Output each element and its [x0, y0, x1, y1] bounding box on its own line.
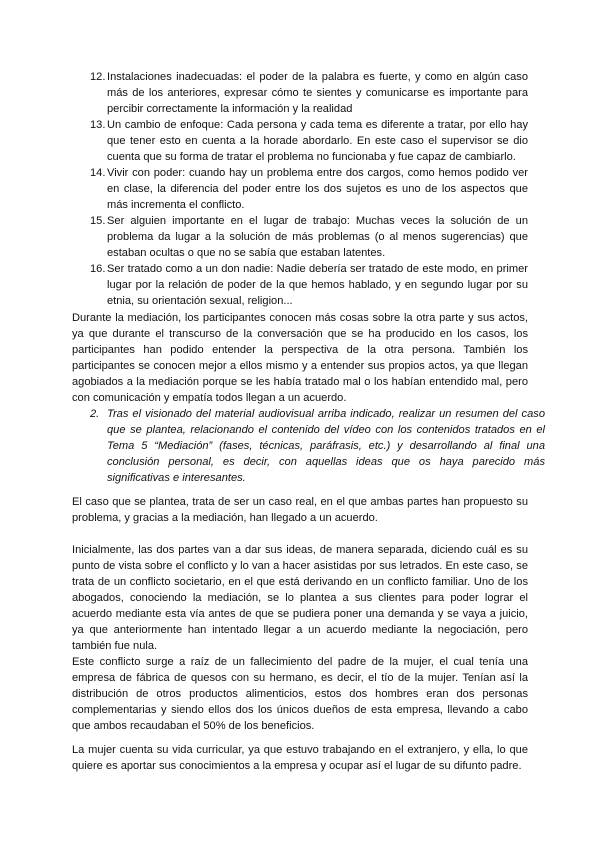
paragraph-conflict: Este conflicto surge a raíz de un fallecimiento del padre de la mujer, el cual tenía una empresa de fábrica de quesos con su hermano, es decir, el tío de la mujer. Tenían así la distribución de otros productos alimenticios, estos dos hombres eran dos personas complementarias y siendo ellos dos los únicos dueños de esta empresa, llevando a cabo que ambos recaudaban el 50% de los beneficios.	[72, 656, 528, 732]
list-item	[90, 165, 528, 213]
list-item	[90, 261, 528, 309]
list-item	[90, 117, 528, 165]
question-block	[90, 406, 545, 486]
list-item-text: Instalaciones inadecuadas: el poder de la palabra es fuerte, y como en algún caso más de los anteriores, expresar cómo te sientes y comunicarse es importante para percibir correctamente la información y la realidad	[107, 71, 528, 115]
list-item	[90, 69, 528, 117]
paragraph-case: El caso que se plantea, trata de ser un caso real, en el que ambas partes han propuesto su problema, y gracias a la mediación, han llegado a un acuerdo.	[72, 496, 528, 524]
list-item-number: 12.	[90, 71, 106, 83]
paragraph-initial: Inicialmente, las dos partes van a dar sus ideas, de manera separada, diciendo cuál es su punto de vista sobre el conflicto y lo van a hacer asistidas por sus letrados. En este caso, se trata de un conflicto societario, en el que está derivando en un conflicto familiar. Uno de los abogados, conociendo la mediación, se lo plantea a sus clientes para poder lograr el acuerdo mediante esta vía antes de que se pudiera poner una demanda y se vaya a juicio, ya que anteriormente han intentado llegar a un acuerdo mediante la negociación, pero también fue nula.	[72, 544, 528, 652]
list-item-text: Ser tratado como a un don nadie: Nadie debería ser tratado de este modo, en primer lugar por la relación de poder de la que hemos hablado, y en segundo lugar por su etnia, su orientación sexual, religion...	[107, 263, 528, 307]
list-item-text: Un cambio de enfoque: Cada persona y cada tema es diferente a tratar, por ello hay que tener esto en cuenta a la horade abordarlo. En este caso el supervisor se dio cuenta que su forma de tratar el problema no funcionaba y fue capaz de cambiarlo.	[107, 119, 528, 163]
question-text: Tras el visionado del material audiovisual arriba indicado, realizar un resumen del caso que se plantea, relacionando el contenido del vídeo con los contenidos tratados en el Tema 5 “Mediación” (fases, técnicas, paráfrasis, etc.) y desarrollando al final una conclusión personal, es decir, con aquellas ideas que os haya parecido más significativas e interesantes.	[107, 408, 545, 484]
list-item	[90, 213, 528, 261]
question-number: 2.	[90, 408, 100, 420]
list-item-number: 15.	[90, 215, 106, 227]
list-item-number: 16.	[90, 263, 106, 275]
numbered-list	[90, 69, 528, 309]
list-item-text: Vivir con poder: cuando hay un problema entre dos cargos, como hemos podido ver en clase, la diferencia del poder entre los dos sujetos es uno de los aspectos que más incrementa el conflicto.	[107, 167, 528, 211]
paragraph-woman: La mujer cuenta su vida curricular, ya que estuvo trabajando en el extranjero, y ella, lo que quiere es aportar sus conocimientos a la empresa y ocupar así el lugar de su difunto padre.	[72, 744, 528, 772]
list-item-text: Ser alguien importante en el lugar de trabajo: Muchas veces la solución de un problema da lugar a la solución de más problemas (o al menos sugerencias) que estaban ocultas o que no se sabía que estaban latentes.	[107, 215, 528, 259]
list-item-number: 13.	[90, 119, 106, 131]
list-item-number: 14.	[90, 167, 106, 179]
paragraph-mediation: Durante la mediación, los participantes conocen más cosas sobre la otra parte y sus actos, ya que durante el transcurso de la conversación que se ha producido en los casos, los participantes han podido entender la perspectiva de la otra persona. También los participantes se conocen mejor a ellos mismo y a entender sus propios actos, ya que llegan agobiados a la mediación porque se les había tratado mal o los habían entendido mal, pero con comunicación y empatía todos llegan a un acuerdo.	[72, 312, 528, 404]
